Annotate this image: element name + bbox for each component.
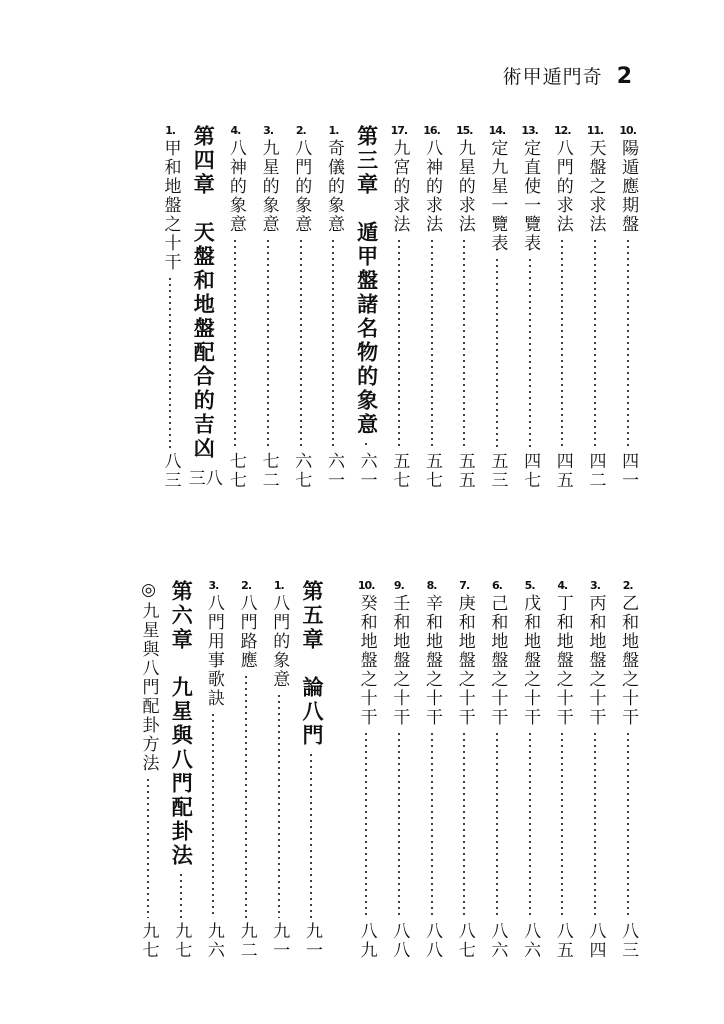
dot-leader — [463, 731, 465, 918]
toc-entry-page: 九七 — [171, 922, 192, 960]
toc-entry-label: 八神的求法 — [422, 139, 443, 234]
toc-entry-number: 3. — [208, 579, 219, 592]
toc-entry-page: 八三 — [160, 452, 181, 490]
toc-entry-number: 16. — [423, 124, 440, 137]
toc-entry-number: 3. — [263, 124, 274, 137]
toc-entry-label: 天盤之求法 — [585, 139, 606, 234]
toc-entry-number: 1. — [273, 579, 284, 592]
toc-entry-number: 10. — [619, 124, 636, 137]
toc-entry-page: 九七 — [138, 922, 159, 960]
toc-entry — [611, 580, 644, 960]
toc-entry — [579, 580, 612, 960]
toc-entry-number: 17. — [390, 124, 408, 137]
toc-entry-label: 庚和地盤之十干 — [454, 594, 475, 727]
toc-entry-label: 己和地盤之十干 — [487, 594, 508, 727]
toc-entry-label: ◎九星與八門配卦方法 — [138, 580, 159, 773]
toc-entry — [252, 125, 285, 490]
toc-entry-page: 九六 — [203, 922, 224, 960]
toc-entry-label: 第四章 天盤和地盤配合的吉凶 — [191, 125, 216, 461]
toc-entry-label: 壬和地盤之十干 — [389, 594, 410, 727]
toc-entry-number: 15. — [455, 124, 473, 137]
toc-entry-page: 九一 — [301, 922, 322, 960]
toc-entry-label: 八門用事歌訣 — [203, 594, 224, 708]
toc-entry-page: 八三 — [184, 469, 222, 488]
toc-entry-number: 11. — [586, 124, 604, 137]
toc-entry-label: 八門路應 — [236, 594, 257, 670]
toc-entry — [546, 580, 579, 960]
toc-entry-label: 乙和地盤之十干 — [618, 594, 639, 727]
page-number: 2 — [616, 64, 632, 89]
toc-entry-label: 第六章 九星與八門配卦法 — [169, 580, 194, 868]
running-title: 術甲遁門奇 — [502, 66, 603, 88]
dot-leader — [431, 731, 433, 918]
toc-entry-label: 八門的象意 — [291, 139, 312, 234]
dot-leader — [398, 238, 400, 448]
toc-entry — [317, 125, 350, 490]
toc-entry — [262, 580, 295, 960]
toc-entry — [513, 580, 546, 960]
toc-entry — [219, 125, 252, 490]
toc-entry-page: 五七 — [422, 452, 443, 490]
toc-entry-page: 四一 — [618, 452, 639, 490]
toc-entry-label: 丙和地盤之十干 — [585, 594, 606, 727]
toc-entry-label: 定九星一覽表 — [487, 139, 508, 253]
dot-leader — [496, 257, 498, 448]
dot-leader — [310, 752, 312, 918]
toc-entry-page: 七二 — [258, 452, 279, 490]
toc-entry-page: 七七 — [225, 452, 246, 490]
toc-entry-label: 甲和地盤之十干 — [160, 139, 181, 272]
toc-entry — [481, 580, 514, 960]
dot-leader — [147, 777, 149, 918]
toc-entry-page: 八九 — [356, 922, 377, 960]
toc-entry — [579, 125, 612, 490]
toc-entry — [513, 125, 546, 490]
toc-bottom-block — [132, 580, 644, 960]
toc-chapter-heading — [164, 580, 197, 960]
dot-leader — [627, 238, 629, 448]
toc-entry — [481, 125, 514, 490]
toc-entry-label: 八神的象意 — [225, 139, 246, 234]
toc-chapter-heading — [295, 580, 328, 960]
dot-leader — [180, 872, 182, 918]
toc-entry-number: 3. — [590, 579, 600, 592]
toc-entry-number: 8. — [426, 579, 437, 592]
toc-entry-page: 五五 — [454, 452, 475, 490]
toc-entry-page: 四七 — [520, 452, 541, 490]
dot-leader — [245, 674, 247, 918]
toc-entry-label: 辛和地盤之十干 — [422, 594, 443, 727]
toc-chapter-heading — [350, 125, 383, 490]
toc-top-block — [154, 125, 644, 490]
dot-leader — [431, 238, 433, 448]
dot-leader — [496, 731, 498, 918]
toc-entry-number: 10. — [357, 579, 375, 592]
toc-entry-label: 第五章 論八門 — [299, 580, 324, 748]
toc-entry-number: 13. — [521, 124, 538, 137]
toc-chapter-heading — [184, 125, 222, 490]
toc-entry-label: 丁和地盤之十干 — [552, 594, 573, 727]
toc-entry-page: 八五 — [552, 922, 573, 960]
toc-entry — [383, 580, 416, 960]
toc-entry-label: 戊和地盤之十干 — [520, 594, 541, 727]
dot-leader — [365, 731, 367, 918]
dot-leader — [561, 731, 563, 918]
toc-entry-number: 5. — [524, 579, 535, 592]
toc-entry-page: 八八 — [389, 922, 410, 960]
dot-leader — [212, 712, 214, 918]
toc-entry — [448, 125, 481, 490]
dot-leader — [627, 731, 629, 918]
toc-entry-number: 2. — [241, 579, 252, 592]
dot-leader — [267, 238, 269, 448]
dot-leader — [594, 238, 596, 448]
toc-entry-label: 九宮的求法 — [389, 139, 410, 234]
toc-entry-label: 八門的求法 — [552, 139, 573, 234]
toc-entry-page: 八四 — [585, 922, 606, 960]
toc-entry-label: 九星的求法 — [454, 139, 475, 234]
dot-leader — [561, 238, 563, 448]
dot-leader — [529, 257, 531, 448]
toc-entry-number: 4. — [557, 579, 568, 592]
dot-leader — [300, 238, 302, 448]
toc-entry-number: 1. — [328, 124, 339, 137]
toc-entry-page: 四五 — [552, 452, 573, 490]
toc-entry-page: 四二 — [585, 452, 606, 490]
toc-entry-page: 八三 — [618, 922, 639, 960]
toc-entry — [328, 580, 350, 960]
toc-entry — [415, 125, 448, 490]
toc-entry-page: 八八 — [422, 922, 443, 960]
toc-entry — [415, 580, 448, 960]
toc-entry — [230, 580, 263, 960]
dot-leader — [169, 276, 171, 448]
toc-entry-page: 八六 — [520, 922, 541, 960]
toc-entry-label: 奇儀的象意 — [323, 139, 344, 234]
toc-entry-number: 12. — [554, 124, 571, 137]
toc-entry-page: 九一 — [269, 922, 290, 960]
toc-entry-label: 陽遁應期盤 — [618, 139, 639, 234]
toc-entry-page: 六一 — [323, 452, 344, 490]
toc-entry-number: 7. — [459, 579, 470, 592]
toc-entry — [197, 580, 230, 960]
toc-entry — [154, 125, 187, 490]
toc-entry-page: 五七 — [389, 452, 410, 490]
toc-entry-number: 6. — [491, 579, 502, 592]
toc-entry-number: 9. — [393, 579, 404, 592]
toc-entry-page: 九二 — [236, 922, 257, 960]
toc-entry-label: 八門的象意 — [269, 594, 290, 689]
dot-leader — [529, 731, 531, 918]
toc-entry — [284, 125, 317, 490]
toc-entry-page: 六一 — [356, 452, 377, 490]
page-header — [503, 62, 632, 89]
dot-leader — [332, 238, 334, 448]
toc-entry-number: 2. — [622, 579, 633, 592]
toc-entry — [546, 125, 579, 490]
dot-leader — [463, 238, 465, 448]
toc-entry-number: 14. — [488, 124, 506, 137]
toc-entry-number: 1. — [165, 124, 175, 137]
toc-entry-number: 2. — [295, 124, 306, 137]
toc-entry-label: 癸和地盤之十干 — [356, 594, 377, 727]
toc-entry — [350, 580, 383, 960]
toc-entry-page: 六七 — [291, 452, 312, 490]
toc-entry — [448, 580, 481, 960]
toc-entry-label: 定直使一覽表 — [520, 139, 541, 253]
toc-entry-label: 九星的象意 — [258, 139, 279, 234]
toc-entry-page: 八六 — [487, 922, 508, 960]
toc-entry — [132, 580, 165, 960]
toc-entry-number: 4. — [230, 124, 241, 137]
toc-entry — [611, 125, 644, 490]
toc-entry-label: 第三章 遁甲盤諸名物的象意 — [354, 125, 379, 437]
toc-entry-page: 五三 — [487, 452, 508, 490]
toc-entry — [383, 125, 416, 490]
dot-leader — [234, 238, 236, 448]
dot-leader — [278, 693, 280, 918]
toc-entry-page: 八七 — [454, 922, 475, 960]
dot-leader — [365, 441, 367, 448]
dot-leader — [594, 731, 596, 918]
dot-leader — [398, 731, 400, 918]
